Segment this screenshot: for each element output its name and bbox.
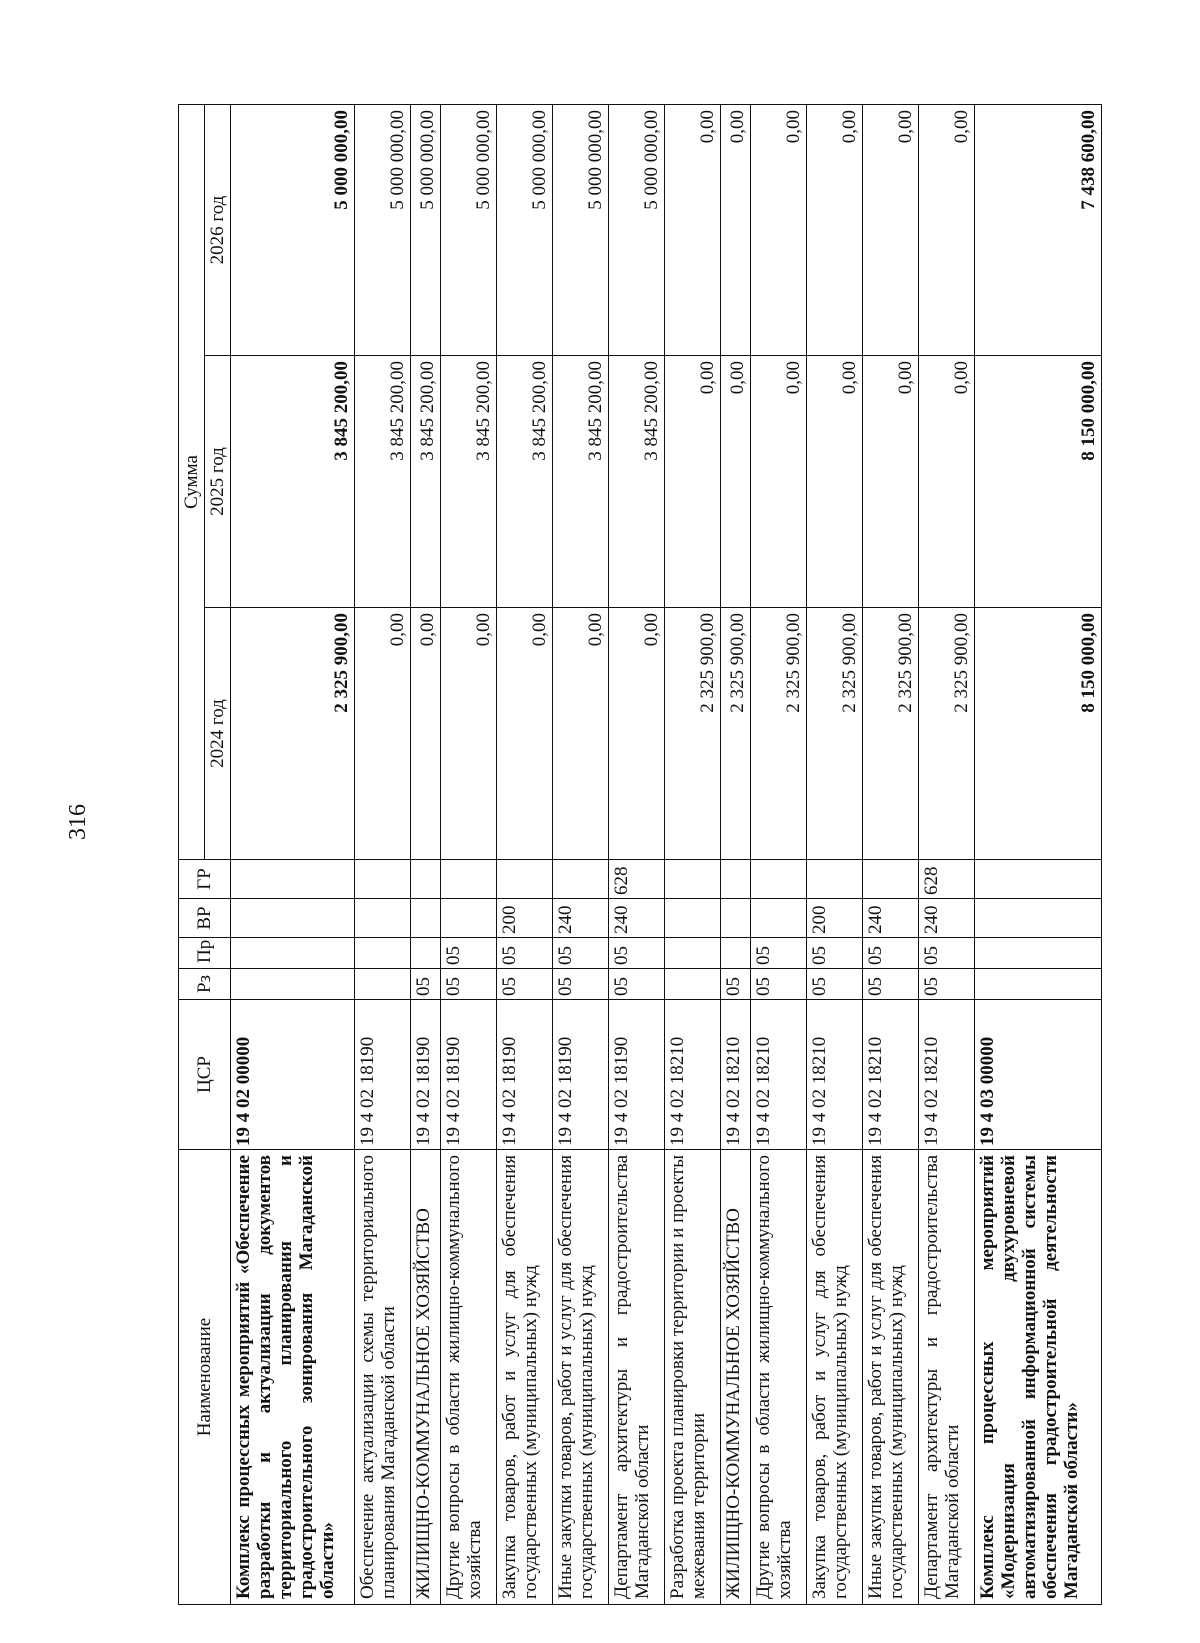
vr-cell: 200 [497,899,553,938]
sum-2024-cell: 2 325 900,00 [807,608,863,860]
gr-cell [411,860,441,899]
table-row [975,104,1102,1604]
pr-cell: 05 [441,938,497,969]
table-row [721,104,751,1604]
header-2024: 2024 год [205,608,231,860]
rz-cell: 05 [863,969,919,1000]
page-number: 316 [65,804,91,840]
sum-2025-cell: 0,00 [807,356,863,608]
sum-2026-cell: 0,00 [863,104,919,355]
header-rz: Рз [179,969,231,1000]
header-2026: 2026 год [205,104,231,355]
name-cell: Другие вопросы в области жилищно-коммунального хозяйства [751,1150,807,1605]
vr-cell [355,899,411,938]
header-csr: ЦСР [179,1000,231,1150]
header-pr: Пр [179,938,231,969]
csr-cell: 19 4 02 18210 [721,1000,751,1150]
pr-cell [355,938,411,969]
csr-cell: 19 4 02 18210 [665,1000,721,1150]
sum-2024-cell: 0,00 [497,608,553,860]
table-row [411,104,441,1604]
name-cell: Комплекс процессных мероприятий «Модернизация двухуровневой автоматизированной информационной системы обеспечения градостроительной деятельности Магаданской области» [975,1150,1102,1605]
sum-2026-cell: 5 000 000,00 [441,104,497,355]
sum-2026-cell: 0,00 [807,104,863,355]
gr-cell: 628 [919,860,975,899]
csr-cell: 19 4 03 00000 [975,1000,1102,1150]
name-cell: Департамент архитектуры и градостроительства Магаданской области [609,1150,665,1605]
name-cell: Иные закупки товаров, работ и услуг для обеспечения государственных (муниципальных) нужд [553,1150,609,1605]
pr-cell: 05 [497,938,553,969]
table-row [231,104,355,1604]
csr-cell: 19 4 02 18190 [553,1000,609,1150]
sum-2025-cell: 3 845 200,00 [355,356,411,608]
table-row [665,104,721,1604]
sum-2026-cell: 5 000 000,00 [355,104,411,355]
vr-cell [751,899,807,938]
pr-cell [231,938,355,969]
header-gr: ГР [179,860,231,899]
sum-2024-cell: 0,00 [441,608,497,860]
sum-2025-cell: 0,00 [863,356,919,608]
table-row [609,104,665,1604]
pr-cell [411,938,441,969]
sum-2024-cell: 2 325 900,00 [751,608,807,860]
sum-2024-cell: 8 150 000,00 [975,608,1102,860]
csr-cell: 19 4 02 18190 [441,1000,497,1150]
name-cell: Закупка товаров, работ и услуг для обеспечения государственных (муниципальных) нужд [497,1150,553,1605]
name-cell: Иные закупки товаров, работ и услуг для обеспечения государственных (муниципальных) нужд [863,1150,919,1605]
gr-cell [355,860,411,899]
name-cell: Комплекс процессных мероприятий «Обеспечение разработки и актуализации документов территориального планирования и градостроительного зонирования Магаданской области» [231,1150,355,1605]
table-body [231,104,1102,1604]
pr-cell [665,938,721,969]
name-cell: Департамент архитектуры и градостроительства Магаданской области [919,1150,975,1605]
sum-2026-cell: 5 000 000,00 [553,104,609,355]
sum-2025-cell: 0,00 [751,356,807,608]
pr-cell: 05 [919,938,975,969]
vr-cell [231,899,355,938]
vr-cell: 240 [553,899,609,938]
rz-cell: 05 [497,969,553,1000]
sum-2024-cell: 2 325 900,00 [721,608,751,860]
csr-cell: 19 4 02 18190 [609,1000,665,1150]
sum-2024-cell: 2 325 900,00 [863,608,919,860]
sum-2025-cell: 3 845 200,00 [609,356,665,608]
rz-cell: 05 [609,969,665,1000]
name-cell: Другие вопросы в области жилищно-коммунального хозяйства [441,1150,497,1605]
table-row [553,104,609,1604]
rotated-table-wrapper [178,105,1200,1605]
header-name: Наименование [179,1150,231,1605]
pr-cell: 05 [863,938,919,969]
vr-cell [441,899,497,938]
header-sum: Сумма [179,104,205,859]
csr-cell: 19 4 02 18210 [751,1000,807,1150]
rz-cell: 05 [553,969,609,1000]
sum-2024-cell: 2 325 900,00 [231,608,355,860]
sum-2025-cell: 0,00 [665,356,721,608]
table-row [919,104,975,1604]
sum-2026-cell: 0,00 [751,104,807,355]
sum-2025-cell: 8 150 000,00 [975,356,1102,608]
vr-cell [975,899,1102,938]
sum-2024-cell: 2 325 900,00 [665,608,721,860]
rz-cell [355,969,411,1000]
sum-2026-cell: 7 438 600,00 [975,104,1102,355]
table-header [179,104,231,1604]
vr-cell [411,899,441,938]
vr-cell [665,899,721,938]
sum-2025-cell: 3 845 200,00 [553,356,609,608]
table-row [441,104,497,1604]
vr-cell: 240 [919,899,975,938]
sum-2024-cell: 0,00 [355,608,411,860]
sum-2025-cell: 3 845 200,00 [231,356,355,608]
rz-cell: 05 [807,969,863,1000]
sum-2024-cell: 0,00 [553,608,609,860]
gr-cell [441,860,497,899]
gr-cell [751,860,807,899]
header-vr: ВР [179,899,231,938]
sum-2025-cell: 3 845 200,00 [497,356,553,608]
gr-cell [975,860,1102,899]
table-row [863,104,919,1604]
pr-cell: 05 [553,938,609,969]
sum-2025-cell: 3 845 200,00 [441,356,497,608]
vr-cell: 240 [863,899,919,938]
sum-2025-cell: 3 845 200,00 [411,356,441,608]
sum-2026-cell: 5 000 000,00 [231,104,355,355]
gr-cell [231,860,355,899]
gr-cell [553,860,609,899]
header-2025: 2025 год [205,356,231,608]
pr-cell: 05 [807,938,863,969]
sum-2025-cell: 0,00 [919,356,975,608]
rz-cell: 05 [441,969,497,1000]
sum-2026-cell: 0,00 [919,104,975,355]
rz-cell: 05 [721,969,751,1000]
vr-cell: 240 [609,899,665,938]
table-row [751,104,807,1604]
rz-cell [665,969,721,1000]
sum-2026-cell: 0,00 [721,104,751,355]
gr-cell [807,860,863,899]
table-row [497,104,553,1604]
pr-cell [975,938,1102,969]
name-cell: ЖИЛИЩНО-КОММУНАЛЬНОЕ ХОЗЯЙСТВО [721,1150,751,1605]
gr-cell [497,860,553,899]
sum-2026-cell: 5 000 000,00 [411,104,441,355]
name-cell: ЖИЛИЩНО-КОММУНАЛЬНОЕ ХОЗЯЙСТВО [411,1150,441,1605]
table-row [355,104,411,1604]
sum-2024-cell: 0,00 [411,608,441,860]
rz-cell: 05 [751,969,807,1000]
csr-cell: 19 4 02 18210 [863,1000,919,1150]
rz-cell: 05 [411,969,441,1000]
sum-2025-cell: 0,00 [721,356,751,608]
budget-table [178,104,1102,1605]
name-cell: Разработка проекта планировки территории и проекты межевания территории [665,1150,721,1605]
csr-cell: 19 4 02 00000 [231,1000,355,1150]
name-cell: Закупка товаров, работ и услуг для обеспечения государственных (муниципальных) нужд [807,1150,863,1605]
csr-cell: 19 4 02 18190 [411,1000,441,1150]
gr-cell [721,860,751,899]
vr-cell [721,899,751,938]
gr-cell [863,860,919,899]
csr-cell: 19 4 02 18190 [497,1000,553,1150]
sum-2024-cell: 2 325 900,00 [919,608,975,860]
sum-2024-cell: 0,00 [609,608,665,860]
gr-cell: 628 [609,860,665,899]
name-cell: Обеспечение актуализации схемы территориального планирования Магаданской области [355,1150,411,1605]
csr-cell: 19 4 02 18210 [919,1000,975,1150]
sum-2026-cell: 0,00 [665,104,721,355]
rz-cell [231,969,355,1000]
pr-cell: 05 [609,938,665,969]
rz-cell: 05 [919,969,975,1000]
pr-cell [721,938,751,969]
csr-cell: 19 4 02 18210 [807,1000,863,1150]
table-row [807,104,863,1604]
gr-cell [665,860,721,899]
vr-cell: 200 [807,899,863,938]
pr-cell: 05 [751,938,807,969]
sum-2026-cell: 5 000 000,00 [609,104,665,355]
rz-cell [975,969,1102,1000]
sum-2026-cell: 5 000 000,00 [497,104,553,355]
csr-cell: 19 4 02 18190 [355,1000,411,1150]
